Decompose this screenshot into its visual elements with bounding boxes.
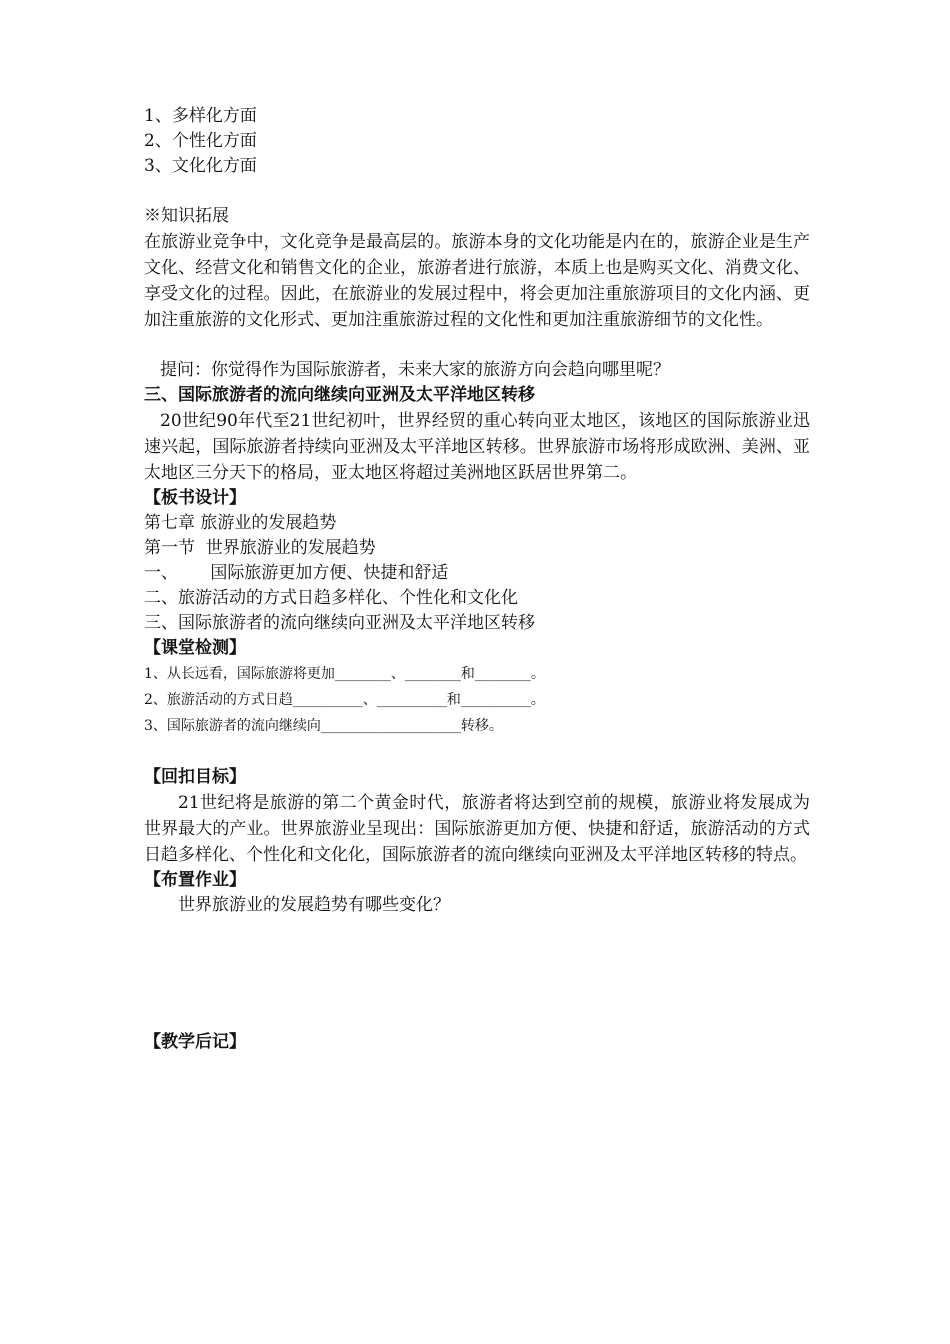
list-item: 1、多样化方面 <box>144 106 257 126</box>
board-line: 二、旅游活动的方式日趋多样化、个性化和文化化 <box>144 588 518 608</box>
board-heading: 【板书设计】 <box>144 488 246 508</box>
knowledge-paragraph: 在旅游业竞争中，文化竞争是最高层的。旅游本身的文化功能是内在的，旅游企业是生产文化、经营文化和销售文化的企业，旅游者进行旅游，本质上也是购买文化、消费文化、享受文化的过程。因此，在旅游业的发展过程中，将会更加注重旅游项目的文化内涵、更加注重旅游的文化形式、更加注重旅游过程的文化性和更加注重旅游细节的文化性。 <box>144 232 810 330</box>
review-heading: 【回扣目标】 <box>144 767 246 787</box>
review-paragraph: 21世纪将是旅游的第二个黄金时代，旅游者将达到空前的规模，旅游业将发展成为世界最大的产业。世界旅游业呈现出：国际旅游更加方便、快捷和舒适，旅游活动的方式日趋多样化、个性化和文化化，国际旅游者的流向继续向亚洲及太平洋地区转移的特点。 <box>144 793 810 865</box>
spacer <box>144 333 810 358</box>
knowledge-heading: ※知识拓展 <box>144 206 229 226</box>
board-line: 第一节 世界旅游业的发展趋势 <box>144 538 376 558</box>
spacer <box>144 918 810 1030</box>
section3-paragraph: 20世纪90年代至21世纪初叶，世界经贸的重心转向亚太地区，该地区的国际旅游业迅速兴起，国际旅游者持续向亚洲及太平洋地区转移。世界旅游市场将形成欧洲、美洲、亚太地区三分天下的格局，亚太地区将超过美洲地区跃居世界第二。 <box>144 411 810 483</box>
afterword-heading: 【教学后记】 <box>144 1032 246 1052</box>
question-text: 提问：你觉得作为国际旅游者，未来大家的旅游方向会趋向哪里呢？ <box>160 360 670 380</box>
board-line: 一、 国际旅游更加方便、快捷和舒适 <box>144 563 449 583</box>
document-page <box>144 104 810 1055</box>
list-item: 3、文化化方面 <box>144 156 257 176</box>
homework-text: 世界旅游业的发展趋势有哪些变化？ <box>178 895 450 915</box>
spacer <box>144 739 810 765</box>
board-line: 三、国际旅游者的流向继续向亚洲及太平洋地区转移 <box>144 613 535 633</box>
section3-title: 三、国际旅游者的流向继续向亚洲及太平洋地区转移 <box>144 385 535 405</box>
check-item: 2、旅游活动的方式日趋__________、__________和__________。 <box>144 692 545 708</box>
check-item: 3、国际旅游者的流向继续向____________________转移。 <box>144 718 503 734</box>
check-heading: 【课堂检测】 <box>144 638 246 658</box>
board-line: 第七章 旅游业的发展趋势 <box>144 513 337 533</box>
list-item: 2、个性化方面 <box>144 131 257 151</box>
check-item: 1、从长远看，国际旅游将更加________、________和________。 <box>144 666 545 682</box>
spacer <box>144 179 810 204</box>
homework-heading: 【布置作业】 <box>144 870 246 890</box>
